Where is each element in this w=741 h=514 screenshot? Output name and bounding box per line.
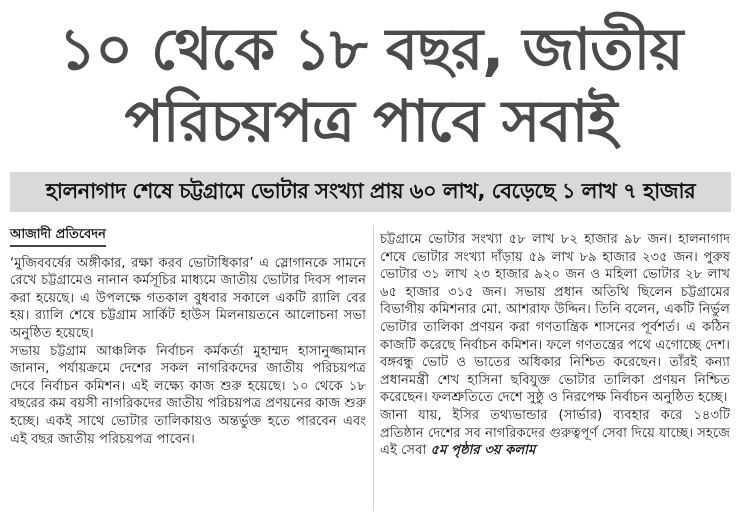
byline: আজাদী প্রতিবেদন (10, 226, 106, 247)
left-paragraph-1: ‘মুজিববর্ষের অঙ্গীকার, রক্ষা করব ভোটাধিকার’ এ স্লোগানকে সামনে রেখে চট্টগ্রামেও নানান কর্মসূচির মাধ্যমে জাতীয় ভোটার দিবস পালন করা হয়েছে। এ উপলক্ষে গতকাল বুধবার সকালে একটি র‌্যালি বের হয়। র‌্যালি শেষে চট্টগ্রাম সার্কিট হাউস মিলনায়তনে আলোচনা সভা অনুষ্ঠিত হয়েছে। (10, 255, 366, 341)
subheadline: হালনাগাদ শেষে চট্টগ্রামে ভোটার সংখ্যা প্রায় ৬০ লাখ, বেড়েছে ১ লাখ ৭ হাজার (45, 178, 696, 203)
left-column (10, 226, 366, 448)
right-column (380, 231, 730, 460)
subheadline-band (10, 172, 731, 212)
headline (0, 0, 741, 170)
column-divider (373, 226, 374, 510)
headline-line-1: ১০ থেকে ১৮ বছর, জাতীয় (58, 15, 683, 83)
right-paragraph-2 (380, 407, 730, 460)
right-paragraph-2-text: জানা যায়, ইসির তথ্যভান্ডার (সার্ভার) ব্যবহার করে ১৪৩টি প্রতিষ্ঠান দেশের সব নাগরিকদের গুরুত্বপূর্ণ সেবা দিয়ে যাচ্ছে। সহজে এই সেবা (380, 407, 730, 459)
headline-line-2: পরিচয়পত্র পাবে সবাই (124, 87, 617, 155)
continuation-jump: ৫ম পৃষ্ঠার ৩য় কলাম (430, 443, 536, 459)
right-paragraph-1: চট্টগ্রামে ভোটার সংখ্যা ৫৮ লাখ ৮২ হাজার ৯৮ জন। হালনাগাদ শেষে ভোটার সংখ্যা দাঁড়ায় ৫৯ লাখ ৮৯ হাজার ২৩৫ জন। পুরুষ ভোটার ৩১ লাখ ২৩ হাজার ৯২০ জন ও মহিলা ভোটার ২৮ লাখ ৬৫ হাজার ৩১৫ জন। সভায় প্রধান অতিথি ছিলেন চট্টগ্রামের বিভাগীয় কমিশনার মো. আশরাফ উদ্দিন। তিনি বলেন, একটি নির্ভুল ভোটার তালিকা প্রণয়ন করা গণতান্ত্রিক শাসনের পূর্বশর্ত। এ কঠিন কাজটি করেছে নির্বাচন কমিশন। ফলে গণতন্ত্রের পথে এগোচ্ছে দেশ। বঙ্গবন্ধু ভোট ও ভাতের অধিকার নিশ্চিত করেছেন। তাঁরই কন্যা প্রধানমন্ত্রী শেখ হাসিনা ছবিযুক্ত ভোটার তালিকা প্রণয়ন নিশ্চিত করেছেন। ফলশ্রুতিতে দেশে সুষ্ঠু ও নিরপেক্ষ নির্বাচন অনুষ্ঠিত হচ্ছে। (380, 232, 730, 406)
left-paragraph-2: সভায় চট্টগ্রাম আঞ্চলিক নির্বাচন কর্মকর্তা মুহাম্মদ হাসানুজ্জামান জানান, পর্যায়ক্রমে দেশের সকল নাগরিকদের জাতীয় পরিচয়পত্র দেবে নির্বাচন কমিশন। এই লক্ষ্যে কাজ শুরু হয়েছে। ১০ থেকে ১৮ বছরের কম বয়সী নাগরিকদের জাতীয় পরিচয়পত্র প্রণয়নের কাজ শুরু হচ্ছে। একই সাথে ভোটার তালিকায়ও অন্তর্ভুক্ত হতে পারবেন এবং এই বছর জাতীয় পরিচয়পত্র পাবেন। (10, 343, 366, 447)
